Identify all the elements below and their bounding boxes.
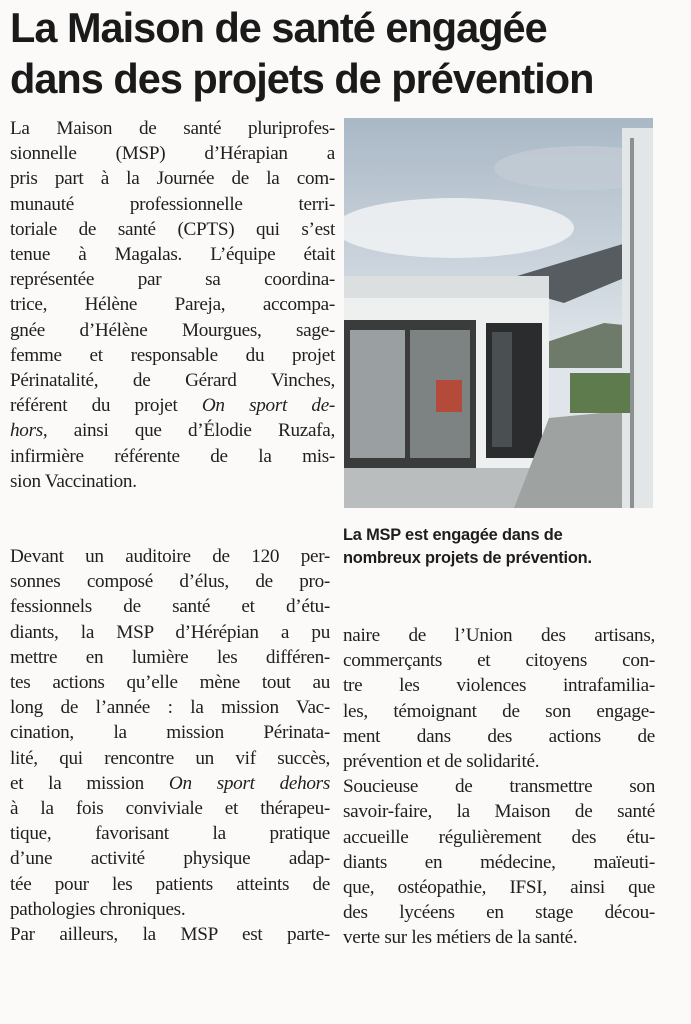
body-line: trice, Hélène Pareja, accompa- <box>10 294 335 316</box>
body-line: d’une activité physique adap- <box>10 848 330 870</box>
caption-line-1: La MSP est engagée dans de <box>343 526 563 544</box>
body-line: Par ailleurs, la MSP est parte- <box>10 924 330 946</box>
body-line: tenue à Magalas. L’équipe était <box>10 244 335 266</box>
body-text: , ainsi que d’Élodie Ruzafa, <box>42 420 335 442</box>
body-line: tée pour les patients atteints de <box>10 873 330 895</box>
photo-caption <box>343 524 673 570</box>
body-line: tes actions qu’elle mène tout au <box>10 672 330 694</box>
headline-line-2: dans des projets de prévention <box>10 55 594 102</box>
body-line: diants en médecine, maïeuti- <box>343 851 655 873</box>
article-photo <box>344 118 653 508</box>
body-line: sonnes composé d’élus, de pro- <box>10 571 330 593</box>
project-name-italic: hors <box>10 420 43 442</box>
body-line: prévention et de solidarité. <box>343 751 540 773</box>
caption-line-2: nombreux projets de prévention. <box>343 549 592 567</box>
body-line: toriale de santé (CPTS) qui s’est <box>10 218 335 240</box>
body-line: pathologies chroniques. <box>10 898 186 920</box>
body-line: sionnelle (MSP) d’Hérapian a <box>10 143 335 165</box>
body-line: lité, qui rencontre un vif succès, <box>10 747 330 769</box>
body-line: des lycéens en stage décou- <box>343 902 655 924</box>
body-line: tre les violences intrafamilia- <box>343 675 655 697</box>
body-column-1-top <box>10 116 335 494</box>
headline-line-1: La Maison de santé engagée <box>10 4 547 51</box>
article-headline <box>10 2 690 104</box>
body-line: long de l’année : la mission Vac- <box>10 697 330 719</box>
body-line: Soucieuse de transmettre son <box>343 776 655 798</box>
body-line: les, témoignant de son engage- <box>343 700 655 722</box>
body-line: diants, la MSP d’Hérépian a pu <box>10 621 330 643</box>
body-line: commerçants et citoyens con- <box>343 650 655 672</box>
body-line: gnée d’Hélène Mourgues, sage- <box>10 319 335 341</box>
body-line <box>10 418 335 443</box>
body-line: fessionnels de santé et d’étu- <box>10 596 330 618</box>
body-line: munauté professionnelle terri- <box>10 193 335 215</box>
body-line: que, ostéopathie, IFSI, ainsi que <box>343 877 655 899</box>
body-line: La Maison de santé pluriprofes- <box>10 118 335 139</box>
body-line: savoir-faire, la Maison de santé <box>343 801 655 823</box>
body-line: ment dans des actions de <box>343 725 655 747</box>
body-text: et la mission <box>10 772 169 794</box>
body-line <box>10 393 335 418</box>
body-line: naire de l’Union des artisans, <box>343 625 655 646</box>
body-line: à la fois conviviale et thérapeu- <box>10 798 330 820</box>
body-line: représentée par sa coordina- <box>10 269 335 291</box>
body-line: pris part à la Journée de la com- <box>10 168 335 190</box>
body-line: Périnatalité, de Gérard Vinches, <box>10 370 335 392</box>
project-name-italic: On sport dehors <box>168 772 331 794</box>
body-line: tique, favorisant la pratique <box>10 823 330 845</box>
body-line: sion Vaccination. <box>10 470 137 492</box>
body-line: accueille régulièrement des étu- <box>343 826 655 848</box>
body-line: Devant un auditoire de 120 per- <box>10 546 330 567</box>
body-line: femme et responsable du projet <box>10 344 335 366</box>
body-line: verte sur les métiers de la santé. <box>343 927 578 949</box>
project-name-italic: On sport de- <box>201 395 335 417</box>
body-line: mettre en lumière les différen- <box>10 646 330 668</box>
body-line <box>10 771 330 796</box>
body-line: infirmière référente de la mis- <box>10 445 335 467</box>
body-column-1-bottom <box>10 544 330 947</box>
body-line: cination, la mission Périnata- <box>10 722 330 744</box>
body-text: référent du projet <box>10 395 202 417</box>
body-column-2 <box>343 623 655 951</box>
